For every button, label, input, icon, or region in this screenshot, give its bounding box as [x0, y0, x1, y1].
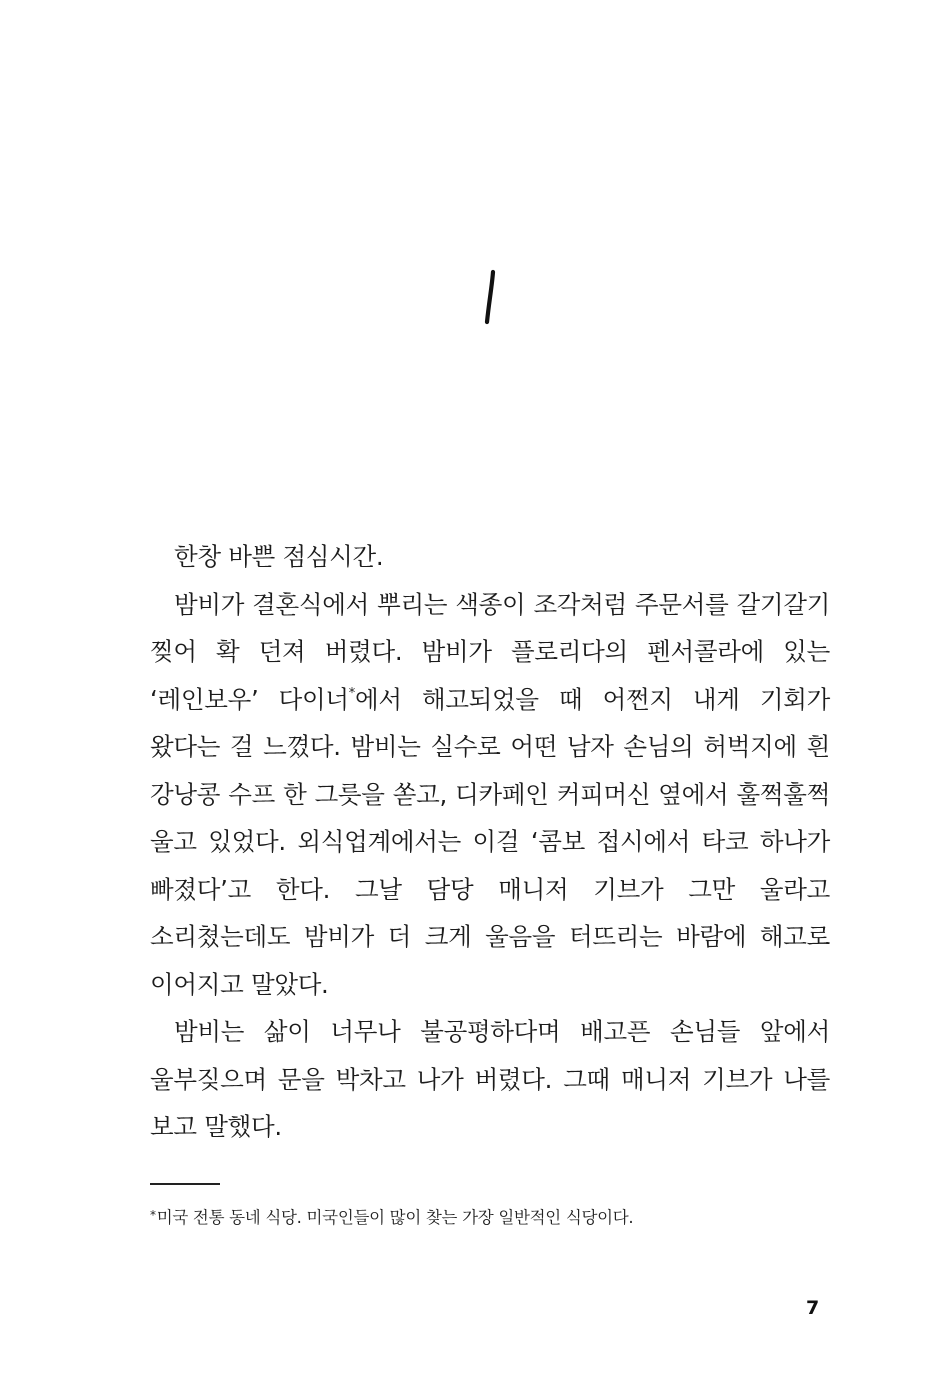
footnote-text: 미국 전통 동네 식당. 미국인들이 많이 찾는 가장 일반적인 식당이다. — [156, 1208, 634, 1227]
footnote-divider — [150, 1183, 220, 1185]
paragraph-1: 한창 바쁜 점심시간. — [174, 542, 384, 571]
chapter-number-stroke-icon — [470, 268, 510, 328]
paragraph-3: 밤비는 삶이 너무나 불공평하다며 배고픈 손님들 앞에서 울부짖으며 문을 박차고 나가 버렸다. 그때 매니저 기브가 나를 보고 말했다. — [150, 1017, 830, 1141]
body-text — [150, 533, 830, 1151]
footnote-star: * — [150, 1208, 156, 1222]
page-number: 7 — [806, 1297, 820, 1319]
footnote — [150, 1203, 790, 1230]
paragraph-2-part-2: 에서 해고되었을 때 어쩐지 내게 기회가 왔다는 걸 느꼈다. 밤비는 실수로 어떤 남자 손님의 허벅지에 흰 강낭콩 수프 한 그릇을 쏟고, 디카페인 커피머신 옆에서 훌쩍훌쩍 울고 있었다. 외식업계에서는 이걸 ‘콤보 접시에서 타코 하나가 빠졌다’고 한다. 그날 담당 매니저 기브가 그만 울라고 소리쳤는데도 밤비가 더 크게 울음을 터뜨리는 바람에 해고로 이어지고 말았다. — [150, 684, 830, 999]
chapter-number-1 — [470, 268, 510, 328]
paragraph-2 — [150, 581, 830, 1009]
paragraph-2-part-1: 밤비가 결혼식에서 뿌리는 색종이 조각처럼 주문서를 갈기갈기 찢어 확 던져 버렸다. 밤비가 플로리다의 펜서콜라에 있는 ‘레인보우’ 다이너 — [150, 589, 830, 714]
footnote-marker: * — [348, 685, 355, 701]
